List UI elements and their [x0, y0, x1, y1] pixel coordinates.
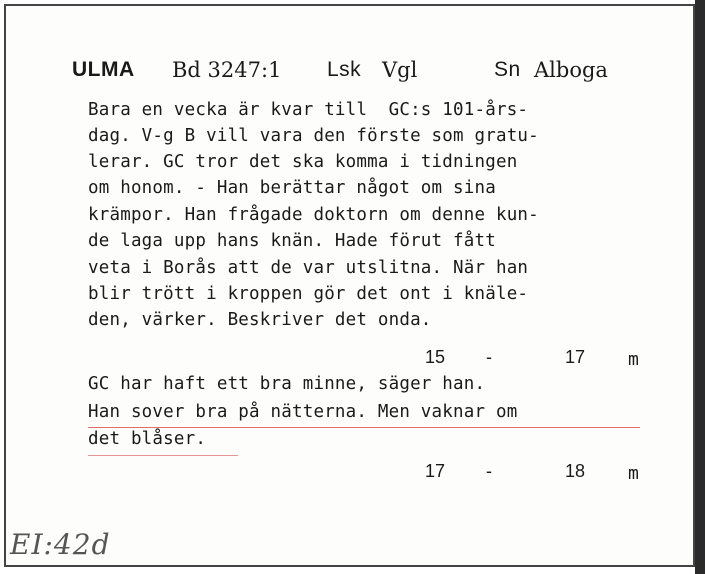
- timecode-start: 15: [425, 347, 446, 367]
- body-line: blir trött i kroppen gör det ont i knäle-: [88, 284, 529, 304]
- body-line: dag. V-g B vill vara den förste som gratu-: [88, 126, 539, 146]
- province: Vgl: [382, 58, 418, 82]
- timecode-end: 17: [565, 347, 586, 367]
- red-underline: [88, 427, 640, 428]
- body-line: om honom. - Han berättar något om sina: [88, 178, 496, 198]
- red-underline: [88, 455, 238, 456]
- timecode-start: 17: [425, 461, 446, 481]
- timecode-unit: m: [628, 349, 639, 370]
- timecode-end: 18: [565, 461, 586, 481]
- scan-edge: [695, 0, 705, 574]
- handwritten-signature: EI:42d: [10, 528, 111, 561]
- body-line: veta i Borås att de var utslitna. När han: [88, 258, 529, 278]
- body-line: det blåser.: [88, 429, 207, 449]
- body-line: den, värker. Beskriver det onda.: [88, 310, 432, 330]
- body-line: Han sover bra på nätterna. Men vaknar om: [88, 402, 518, 422]
- place-code: ULMA: [72, 58, 135, 81]
- body-line: lerar. GC tror det ska komma i tidningen: [88, 152, 518, 172]
- body-line: de laga upp hans knän. Hade förut fått: [88, 231, 496, 251]
- parish-label: Sn: [494, 58, 521, 81]
- timecode-dash: -: [486, 347, 492, 367]
- district-label: Lsk: [327, 58, 362, 81]
- timecode-dash: -: [486, 461, 492, 481]
- body-line: GC har haft ett bra minne, säger han.: [88, 374, 486, 394]
- parish: Alboga: [534, 58, 608, 82]
- body-line: Bara en vecka är kvar till GC:s 101-års-: [88, 100, 529, 120]
- timecode-unit: m: [628, 463, 639, 484]
- archive-reference: Bd 3247:1: [172, 58, 282, 82]
- body-line: krämpor. Han frågade doktorn om denne kun-: [88, 205, 539, 225]
